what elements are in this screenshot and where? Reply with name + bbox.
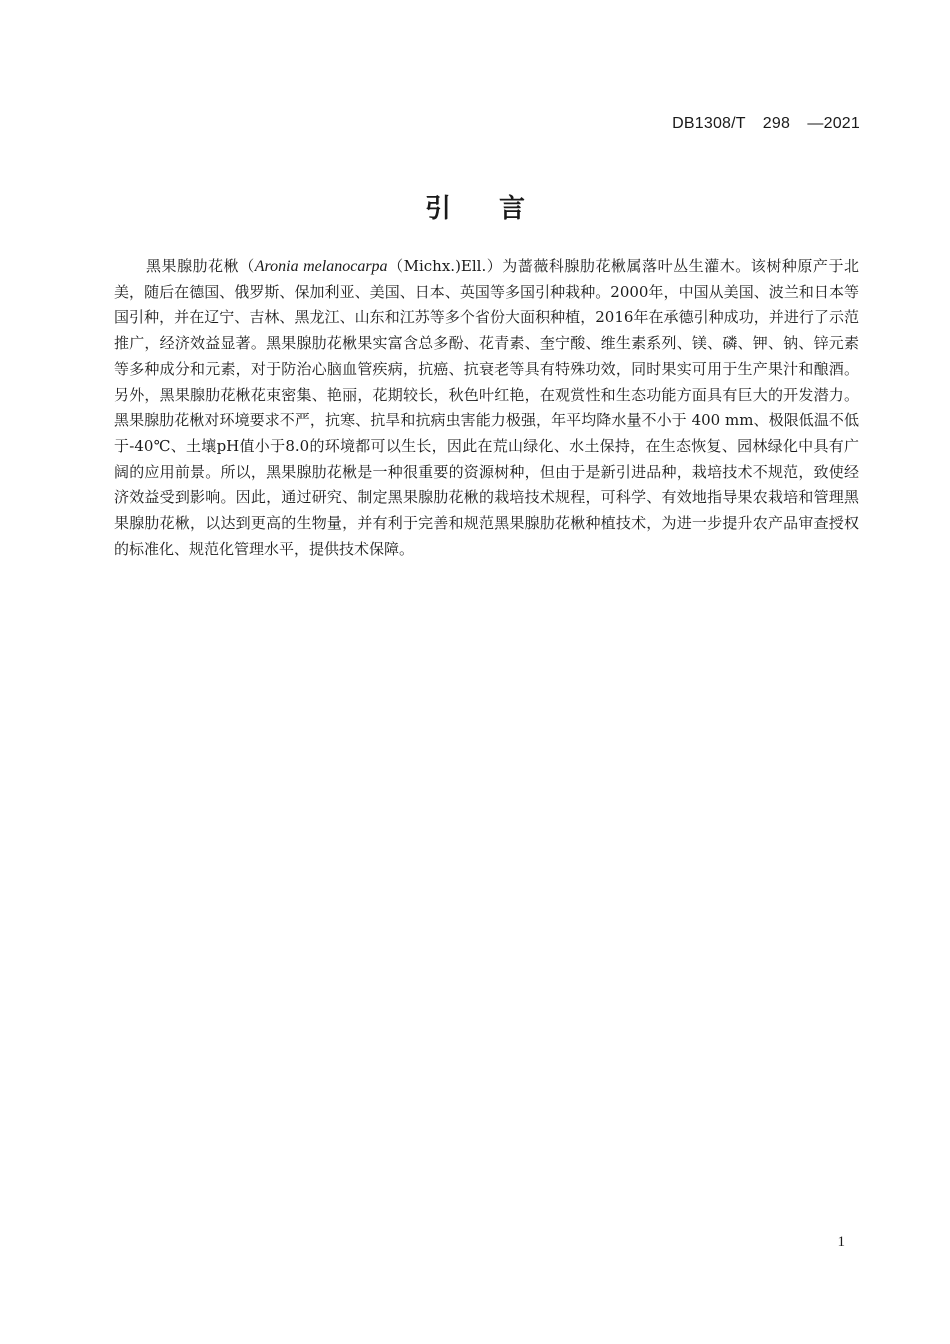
page-number: 1 [837,1234,845,1250]
intro-text-rest: （Michx.)Ell.）为蔷薇科腺肋花楸属落叶丛生灌木。该树种原产于北美，随后在德国、俄罗斯、保加利亚、美国、日本、英国等多国引种栽种。2000年，中国从美国、波兰和日本等国引种，并在辽宁、吉林、黑龙江、山东和江苏等多个省份大面积种植，2016年在承德引种成功，并进行了示范推广，经济效益显著。黑果腺肋花楸果实富含总多酚、花青素、奎宁酸、维生素系列、镁、磷、钾、钠、锌元素等多种成分和元素，对于防治心脑血管疾病，抗癌、抗衰老等具有特殊功效，同时果实可用于生产果汁和酿酒。另外，黑果腺肋花楸花束密集、艳丽，花期较长，秋色叶红艳，在观赏性和生态功能方面具有巨大的开发潜力。黑果腺肋花楸对环境要求不严，抗寒、抗旱和抗病虫害能力极强，年平均降水量不小于 400 mm、极限低温不低于-40℃、土壤pH值小于8.0的环境都可以生长，因此在荒山绿化、水土保持，在生态恢复、园林绿化中具有广阔的应用前景。所以，黑果腺肋花楸是一种很重要的资源树种，但由于是新引进品种，栽培技术不规范，致使经济效益受到影响。因此，通过研究、制定黑果腺肋花楸的栽培技术规程，可科学、有效地指导果农栽培和管理黑果腺肋花楸，以达到更高的生物量，并有利于完善和规范黑果腺肋花楸种植技术，为进一步提升农产品审查授权的标准化、规范化管理水平，提供技术保障。 [114,257,859,558]
standard-code: DB1308/T [672,115,746,132]
scientific-name: Aronia melanocarpa [254,258,388,275]
standard-year: —2021 [807,115,860,132]
title-char-1: 引 [424,194,451,224]
standard-code-header [672,115,860,133]
intro-text-start: 黑果腺肋花楸（ [146,257,255,275]
standard-number: 298 [762,115,791,132]
title-char-2: 言 [499,194,526,224]
intro-paragraph [114,254,859,562]
page-title [0,188,950,225]
